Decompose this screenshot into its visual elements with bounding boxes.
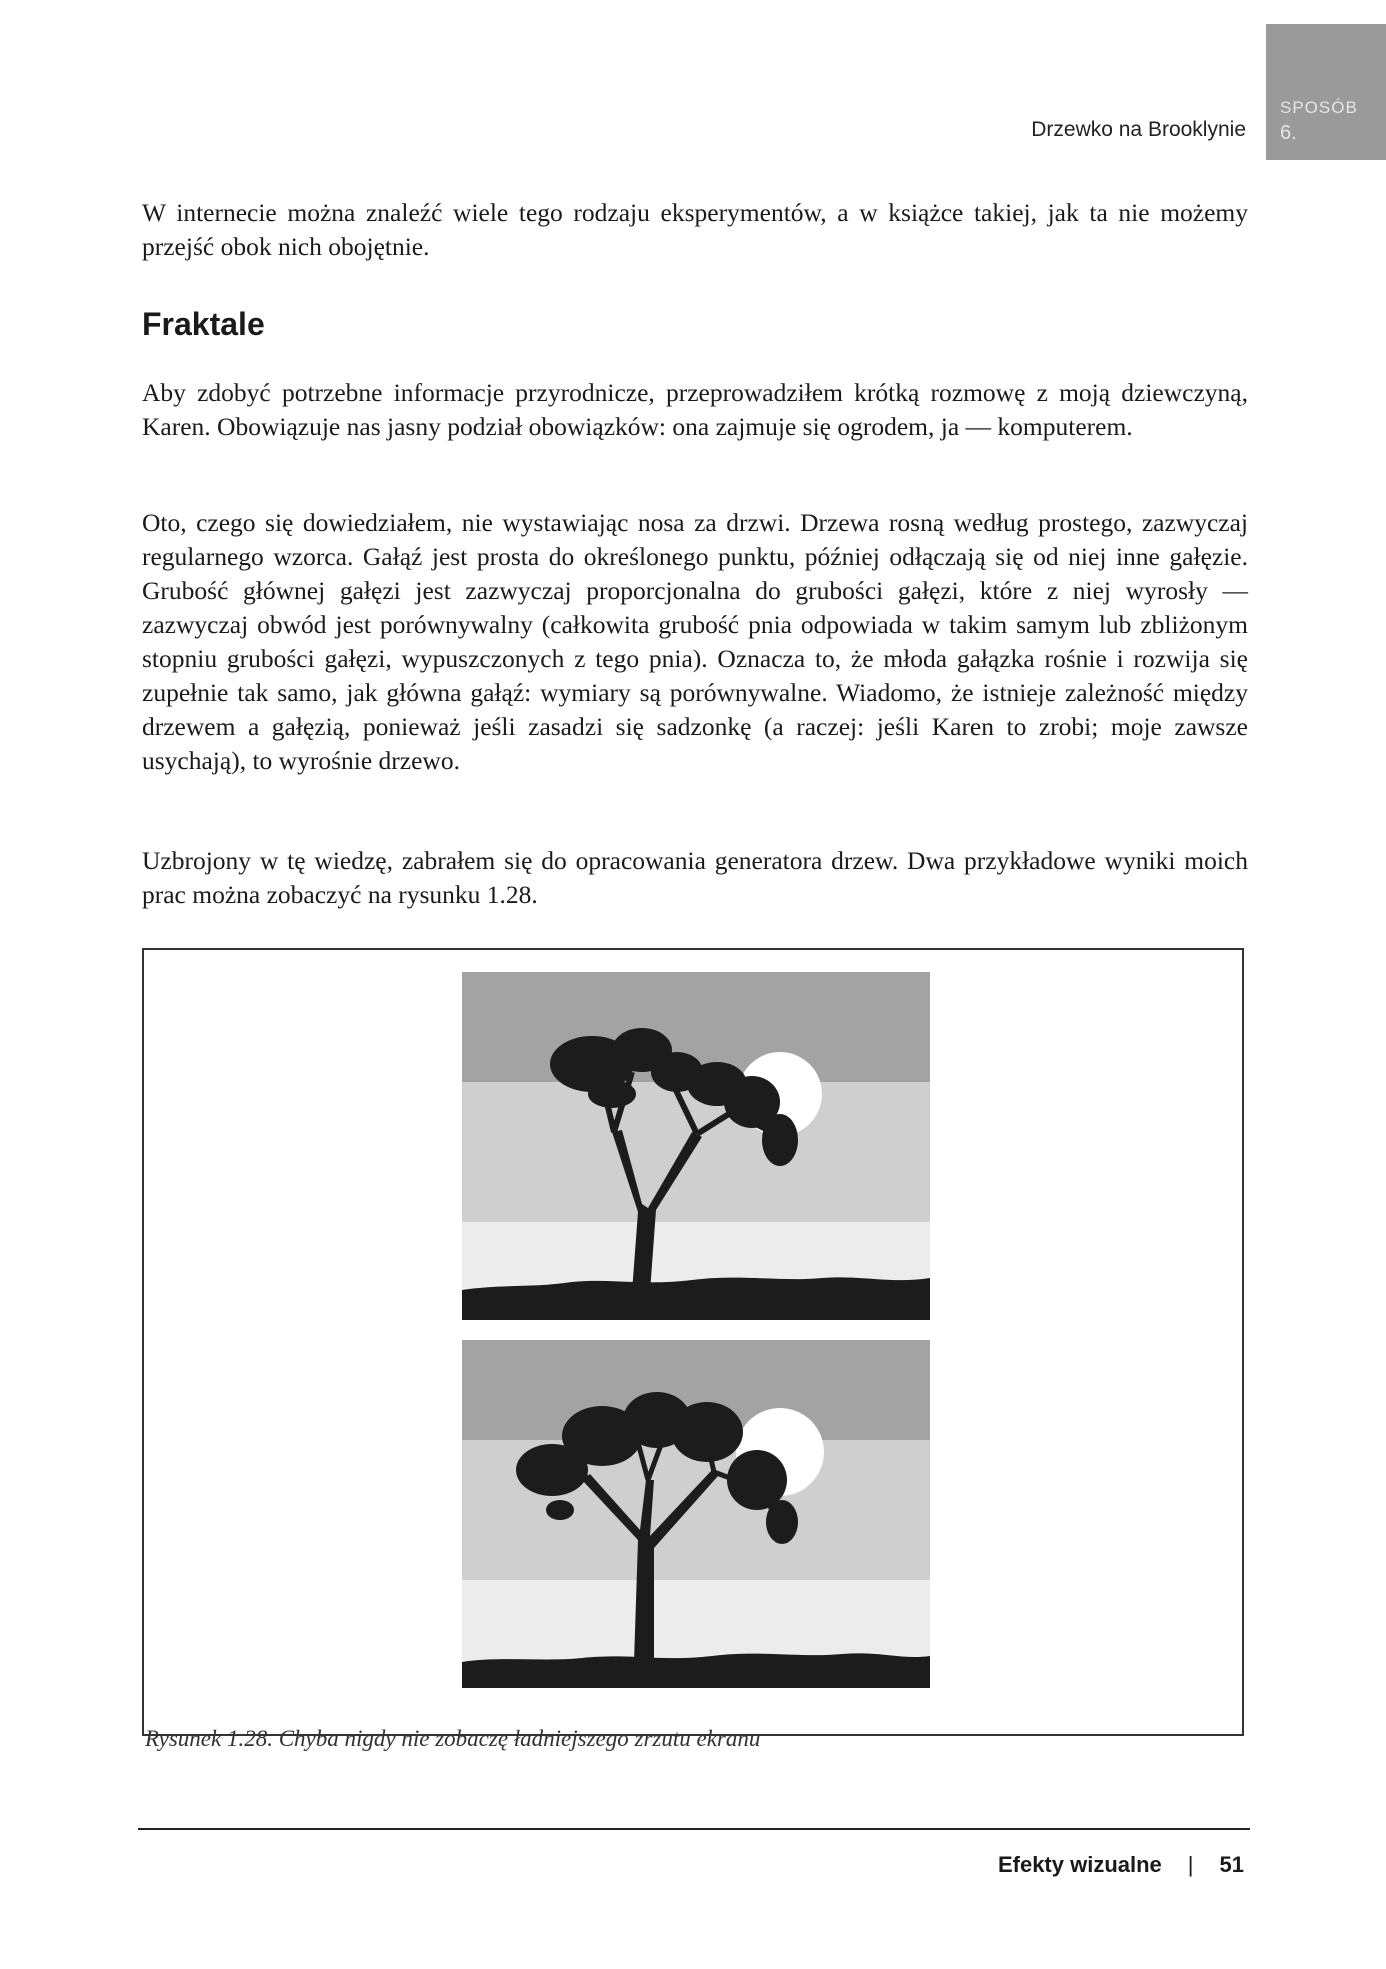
figure-caption: Rysunek 1.28. Chyba nigdy nie zobaczę ładniejszego zrzutu ekranu [145,1726,761,1751]
footer-rule [138,1828,1250,1830]
chapter-tab [1266,24,1386,160]
paragraph-1: Aby zdobyć potrzebne informacje przyrodnicze, przeprowadziłem krótką rozmowę z moją dziewczyną, Karen. Obowiązuje nas jasny podział obowiązków: ona zajmuje się ogrodem, ja — komputerem. [142,378,1248,441]
tree-screenshot-2 [462,1340,930,1688]
section-heading: Fraktale [142,306,265,342]
tab-number: 6. [1280,122,1297,144]
tree-image-1 [462,972,930,1320]
running-title: Drzewko na Brooklynie [1031,118,1246,141]
footer-separator: | [1187,1852,1194,1877]
tree-screenshot-1 [462,972,930,1320]
tree-image-2 [462,1340,930,1688]
footer-chapter: Efekty wizualne [997,1852,1162,1877]
page-footer [998,1852,1244,1878]
page-number: 51 [1219,1852,1244,1877]
paragraph-2: Oto, czego się dowiedziałem, nie wystawiając nosa za drzwi. Drzewa rosną według prostego, zazwyczaj regularnego wzorca. Gałąź jest prosta do określonego punktu, później odłączają się od niej inne gałęzie. Grubość głównej gałęzi jest zazwyczaj proporcjonalna do grubości gałęzi, które z niej wyrosły — zazwyczaj obwód jest porównywalny (całkowita grubość pnia odpowiada w takim samym lub zbliżonym stopniu grubości gałęzi, wypuszczonych z tego pnia). Oznacza to, że młoda gałązka rośnie i rozwija się zupełnie tak samo, jak główna gałąź: wymiary są porównywalne. Wiadomo, że istnieje zależność między drzewem a gałęzią, ponieważ jeśli zasadzi się sadzonkę (a raczej: jeśli Karen to zrobi; moje zawsze usychają), to wyrośnie drzewo. [142,508,1248,775]
intro-paragraph: W internecie można znaleźć wiele tego rodzaju eksperymentów, a w książce takiej, jak ta nie możemy przejść obok nich obojętnie. [142,198,1248,261]
paragraph-3: Uzbrojony w tę wiedzę, zabrałem się do opracowania generatora drzew. Dwa przykładowe wyniki moich prac można zobaczyć na rysunku 1.28. [142,846,1248,909]
tab-label: SPOSÓB [1280,98,1358,117]
